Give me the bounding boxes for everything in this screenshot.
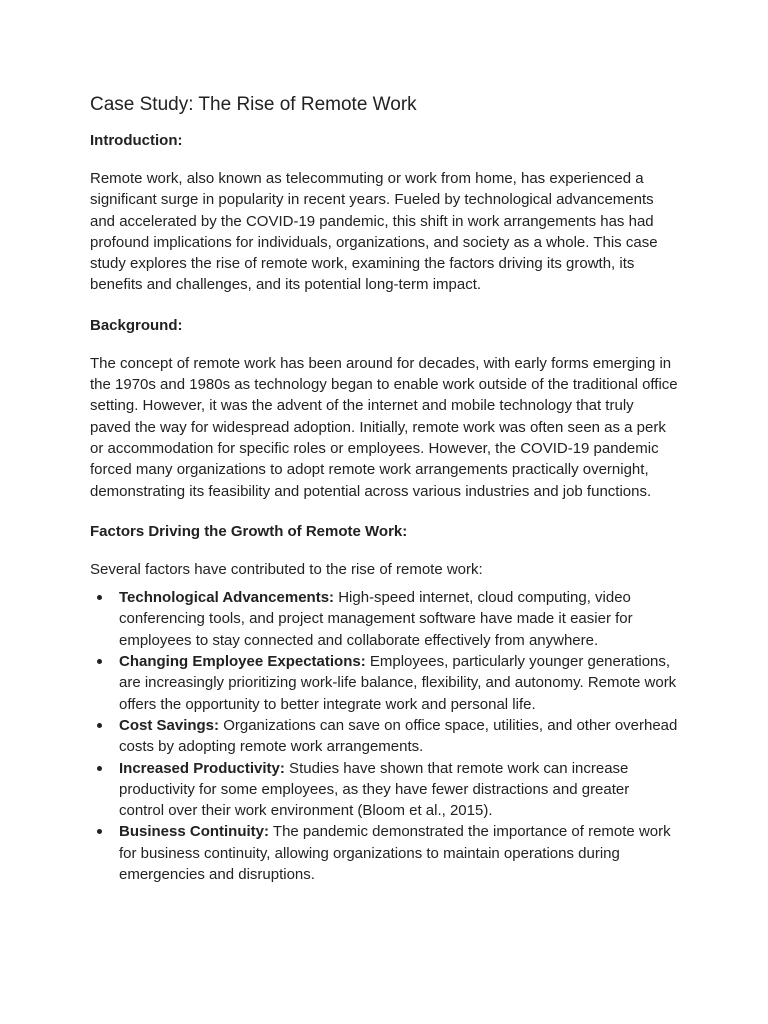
factor-term: Cost Savings: [119, 716, 220, 734]
introduction-paragraph: Remote work, also known as telecommuting or work from home, has experienced a significant surge in popularity in recent years. Fueled by technological advancements and accelerated by the COVID-19 pandemic, this shift in work arrangements has had profound implications for individuals, organizations, and society as a whole. This case study explores the rise of remote work, examining the factors driving its growth, its benefits and challenges, and its potential long-term impact. [90, 170, 658, 294]
list-item [90, 758, 678, 822]
factor-term: Changing Employee Expectations: [119, 653, 366, 671]
factors-list [90, 587, 678, 885]
factor-term: Technological Advancements: [119, 589, 335, 607]
background-paragraph: The concept of remote work has been around for decades, with early forms emerging in the 1970s and 1980s as technology began to enable work outside of the traditional office setting. However, it was the advent of the internet and mobile technology that truly paved the way for widespread adoption. Initially, remote work was often seen as a perk or accommodation for specific roles or employees. However, the COVID-19 pandemic forced many organizations to adopt remote work arrangements practically overnight, demonstrating its feasibility and potential across various industries and job functions. [90, 354, 678, 500]
factor-text: High-speed internet, cloud computing, video conferencing tools, and project management software have made it easier for employees to stay connected and collaborate effectively from anywhere. [119, 589, 633, 649]
factor-text: Organizations can save on office space, utilities, and other overhead costs by adopting remote work arrangements. [119, 716, 678, 756]
bullet-icon [97, 595, 102, 600]
bullet-icon [97, 659, 102, 664]
list-item [90, 651, 678, 715]
section-heading-factors: Factors Driving the Growth of Remote Work: [90, 522, 408, 540]
bullet-icon [97, 829, 102, 834]
bullet-icon [97, 723, 102, 728]
factor-text: Studies have shown that remote work can increase productivity for some employees, as they have fewer distractions and greater control over their work environment (Bloom et al., 2015). [119, 759, 630, 820]
bullet-icon [97, 766, 102, 771]
factor-text: The pandemic demonstrated the importance of remote work for business continuity, allowing organizations to maintain operations during emergencies and disruptions. [119, 823, 671, 884]
section-heading-introduction: Introduction: [90, 132, 183, 149]
factors-intro-paragraph: Several factors have contributed to the rise of remote work: [90, 560, 483, 578]
factor-term: Business Continuity: [119, 823, 270, 841]
list-item [90, 715, 678, 758]
factor-term: Increased Productivity: [119, 759, 285, 777]
document-title: Case Study: The Rise of Remote Work [90, 94, 417, 115]
list-item [90, 821, 678, 885]
factor-text: Employees, particularly younger generations, are increasingly prioritizing work-life balance, flexibility, and autonomy. Remote work offers the opportunity to better integrate work and personal life. [119, 653, 677, 713]
list-item [90, 587, 678, 651]
section-heading-background: Background: [90, 316, 183, 334]
